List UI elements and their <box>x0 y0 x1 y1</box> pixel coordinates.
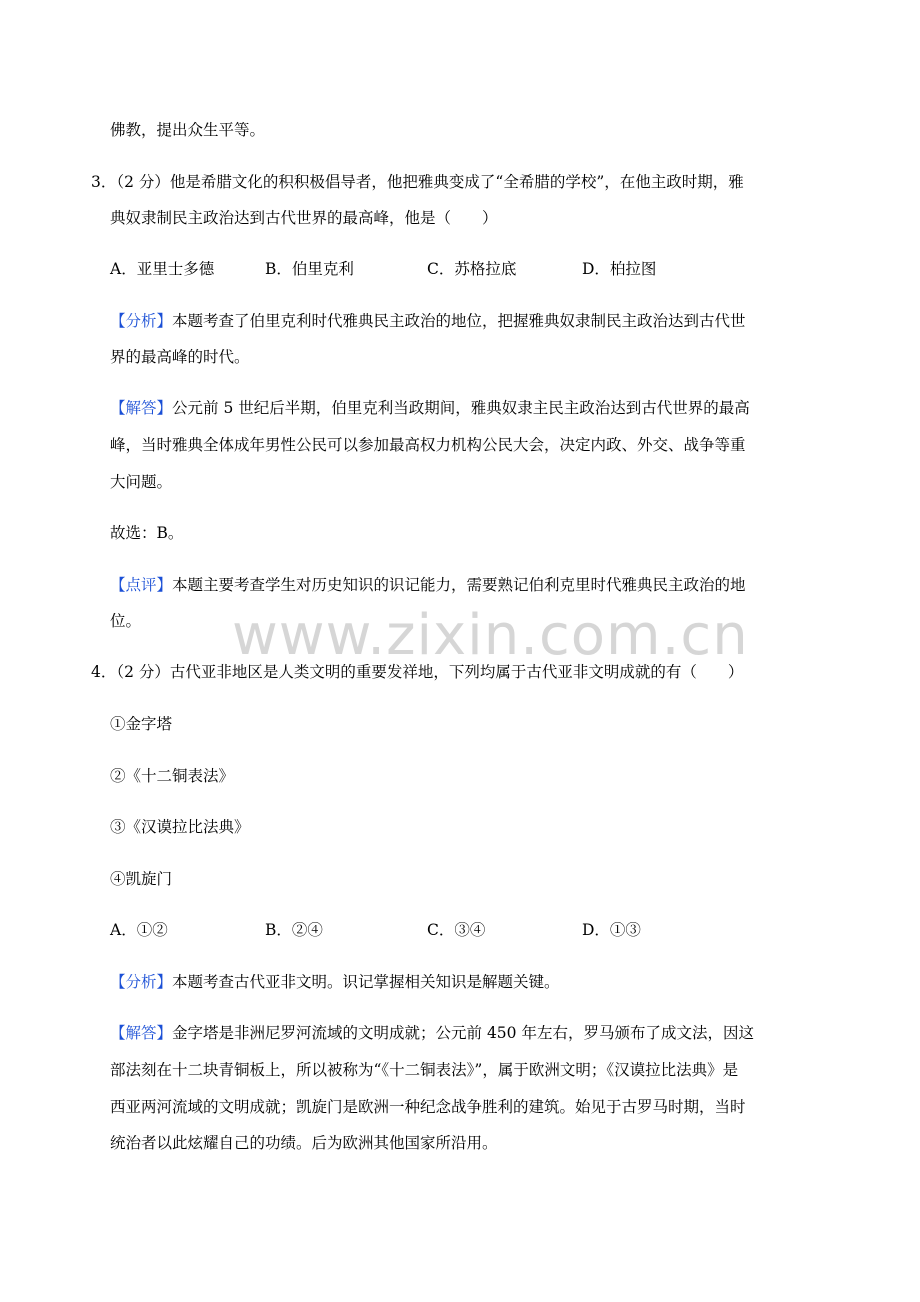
text-line: 佛教，提出众生平等。 <box>110 121 266 139</box>
question-4-option-d: D．①③ <box>582 921 641 939</box>
question-3-answer-line-1 <box>110 398 750 418</box>
question-4-item-3: ③《汉谟拉比法典》 <box>110 818 250 836</box>
question-4-option-c: C．③④ <box>427 921 486 939</box>
answer-tag: 【解答】 <box>110 1024 173 1042</box>
question-3-analysis-line-1 <box>110 311 746 331</box>
question-3-review-line-2: 位。 <box>110 612 142 630</box>
review-text: 本题主要考查学生对历史知识的识记能力，需要熟记伯利克里时代雅典民主政治的地 <box>172 576 746 594</box>
question-3-stem-line-1: 3．（2 分）他是希腊文化的积积极倡导者，他把雅典变成了“全希腊的学校”，在他主政时期，雅 <box>91 173 744 191</box>
answer-text: 金字塔是非洲尼罗河流域的文明成就；公元前 450 年左右，罗马颁布了成文法，因这 <box>172 1024 754 1042</box>
question-4-stem-line-1: 4．（2 分）古代亚非地区是人类文明的重要发祥地，下列均属于古代亚非文明成就的有（ ） <box>91 663 744 681</box>
analysis-tag: 【分析】 <box>110 312 173 330</box>
question-3-answer-line-3: 大问题。 <box>110 473 173 491</box>
question-3-option-b: B．伯里克利 <box>265 260 354 278</box>
question-4-option-b: B．②④ <box>265 921 323 939</box>
question-3-choice: 故选：B。 <box>110 524 184 542</box>
analysis-text: 本题考查古代亚非文明。识记掌握相关知识是解题关键。 <box>172 973 560 991</box>
question-4-item-2: ②《十二铜表法》 <box>110 767 235 785</box>
review-tag: 【点评】 <box>110 576 173 594</box>
question-4-answer-line-1 <box>110 1023 754 1043</box>
question-3-review-line-1 <box>110 575 746 595</box>
question-3-option-c: C．苏格拉底 <box>427 260 517 278</box>
analysis-tag: 【分析】 <box>110 973 173 991</box>
question-3-answer-line-2: 峰，当时雅典全体成年男性公民可以参加最高权力机构公民大会，决定内政、外交、战争等重 <box>110 436 746 454</box>
question-4-answer-line-2: 部法刻在十二块青铜板上，所以被称为“《十二铜表法》”，属于欧洲文明；《汉谟拉比法典》是 <box>110 1061 739 1079</box>
answer-tag: 【解答】 <box>110 399 173 417</box>
watermark: www.zixin.com.cn <box>232 603 749 668</box>
answer-text: 公元前 5 世纪后半期，伯里克利当政期间，雅典奴隶主民主政治达到古代世界的最高 <box>172 399 750 417</box>
question-3-option-d: D．柏拉图 <box>582 260 657 278</box>
question-3-option-a: A．亚里士多德 <box>110 260 215 278</box>
question-4-answer-line-3: 西亚两河流域的文明成就；凯旋门是欧洲一种纪念战争胜利的建筑。始见于古罗马时期，当时 <box>110 1098 746 1116</box>
question-4-analysis-line-1 <box>110 972 560 992</box>
question-3-analysis-line-2: 界的最高峰的时代。 <box>110 348 250 366</box>
question-4-item-1: ①金字塔 <box>110 715 173 733</box>
question-4-item-4: ④凯旋门 <box>110 870 173 888</box>
question-4-option-a: A．①② <box>110 921 168 939</box>
question-4-answer-line-4: 统治者以此炫耀自己的功绩。后为欧洲其他国家所沿用。 <box>110 1134 498 1152</box>
analysis-text: 本题考查了伯里克利时代雅典民主政治的地位，把握雅典奴隶制民主政治达到古代世 <box>172 312 746 330</box>
question-3-stem-line-2: 典奴隶制民主政治达到古代世界的最高峰，他是（ ） <box>110 209 498 227</box>
